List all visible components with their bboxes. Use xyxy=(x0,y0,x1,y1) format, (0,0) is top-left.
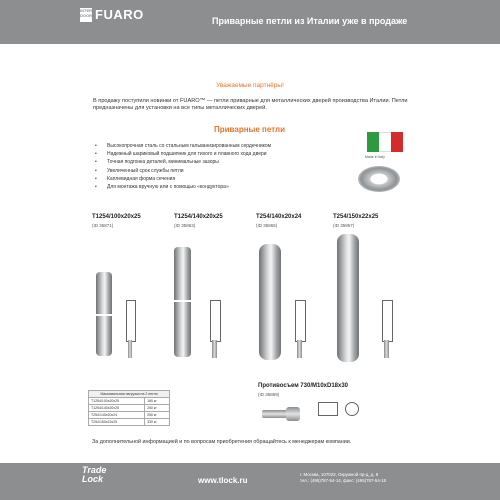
page-title: Приварные петли из Италии уже в продаже xyxy=(212,16,408,26)
feature-item: • Точная подгонка деталей, минимальные зазоры xyxy=(95,158,355,166)
table-cell: 250 кг xyxy=(145,405,170,412)
table-cell: 250 кг xyxy=(145,412,170,419)
table-row xyxy=(89,398,170,405)
brand-logo: FUARO xyxy=(95,7,144,22)
hinge-image xyxy=(96,316,112,356)
product-id: (ID 35863) xyxy=(174,223,196,228)
product-model: T254/140x20x24 xyxy=(256,214,302,220)
footer-brand-line: Lock xyxy=(82,474,104,484)
bolt-drawing xyxy=(318,402,338,416)
feature-item: • Каплевидная форма сечения xyxy=(95,175,355,183)
table-row xyxy=(89,419,170,426)
product-id: (ID 35867) xyxy=(333,223,355,228)
table-cell: T1254/100x20x25 xyxy=(89,398,145,405)
footer-phones: тел.: (495)787-54-14, факс: (495)787-54-15 xyxy=(300,478,387,483)
hinge-drawing xyxy=(295,300,306,342)
logo-badge: INTER DOOR xyxy=(80,8,92,22)
footer-brand xyxy=(82,466,106,484)
product-id: (ID 35871) xyxy=(92,223,114,228)
hinge-pin-drawing xyxy=(384,340,389,358)
counter-id: (ID 35869) xyxy=(258,392,280,397)
hinge-image xyxy=(174,302,191,357)
hinge-drawing xyxy=(382,300,393,342)
section-title: Приварные петли xyxy=(214,125,286,134)
bolt-image xyxy=(262,410,288,418)
product-model: T254/150x22x25 xyxy=(333,214,379,220)
hinge-pin-drawing xyxy=(212,340,217,358)
bearing-ring-image xyxy=(358,166,400,192)
intro-paragraph: В продажу поступили новинки от FUARO™ — петли приварные для металлических дверей производства Италии. Петли предназначены для установки на все типы металлических дверей. xyxy=(93,98,408,112)
product-id: (ID 35865) xyxy=(256,223,278,228)
product-model: T1254/140x20x25 xyxy=(174,214,223,220)
product-model: T1254/100x20x25 xyxy=(92,214,141,220)
italy-flag-icon xyxy=(367,132,403,152)
feature-item: • Надежный шариковый подшипник для тихого и плавного хода двери xyxy=(95,150,355,158)
table-cell: 330 кг xyxy=(145,419,170,426)
feature-item: • Для монтажа вручную или с помощью «кондуктора» xyxy=(95,183,355,191)
hinge-pin-drawing xyxy=(297,340,302,358)
bolt-image xyxy=(286,407,300,421)
table-row xyxy=(89,412,170,419)
table-row xyxy=(89,405,170,412)
hinge-image xyxy=(174,247,191,300)
feature-item: • Высокопрочная сталь со стальным гальванизированным сердечником xyxy=(95,142,355,150)
contact-note: За дополнительной информацией и по вопросам приобретения обращайтесь к менеджерам компании. xyxy=(92,439,352,445)
greeting-text: Уважаемые партнёры! xyxy=(216,82,284,89)
hinge-drawing xyxy=(126,300,136,342)
footer-address: г. Москва, 107023, Окружной пр-д, д. 8 xyxy=(300,472,379,477)
table-cell: T1254/140x20x25 xyxy=(89,405,145,412)
hinge-image xyxy=(96,272,112,314)
load-table xyxy=(88,390,170,426)
table-cell: 160 кг xyxy=(145,398,170,405)
footer-brand-line: Trade xyxy=(82,465,107,475)
website-link[interactable]: www.tlock.ru xyxy=(198,476,248,485)
table-cell: T254/140x20x24 xyxy=(89,412,145,419)
table-cell: T254/150x22x25 xyxy=(89,419,145,426)
hinge-image xyxy=(259,244,281,360)
counter-model: Противосъем 730/M10xD18x30 xyxy=(258,383,349,389)
feature-item: • Увеличенный срок службы петли xyxy=(95,167,355,175)
features-list xyxy=(95,142,355,191)
made-in-label: Made in Italy xyxy=(365,155,385,159)
footer-contacts xyxy=(300,472,440,484)
hinge-pin-drawing xyxy=(128,340,132,358)
bolt-drawing xyxy=(345,402,359,416)
hinge-drawing xyxy=(210,300,221,342)
hinge-image xyxy=(337,234,359,362)
load-table-header: Максимальная нагрузка на 2 петли xyxy=(89,391,170,398)
